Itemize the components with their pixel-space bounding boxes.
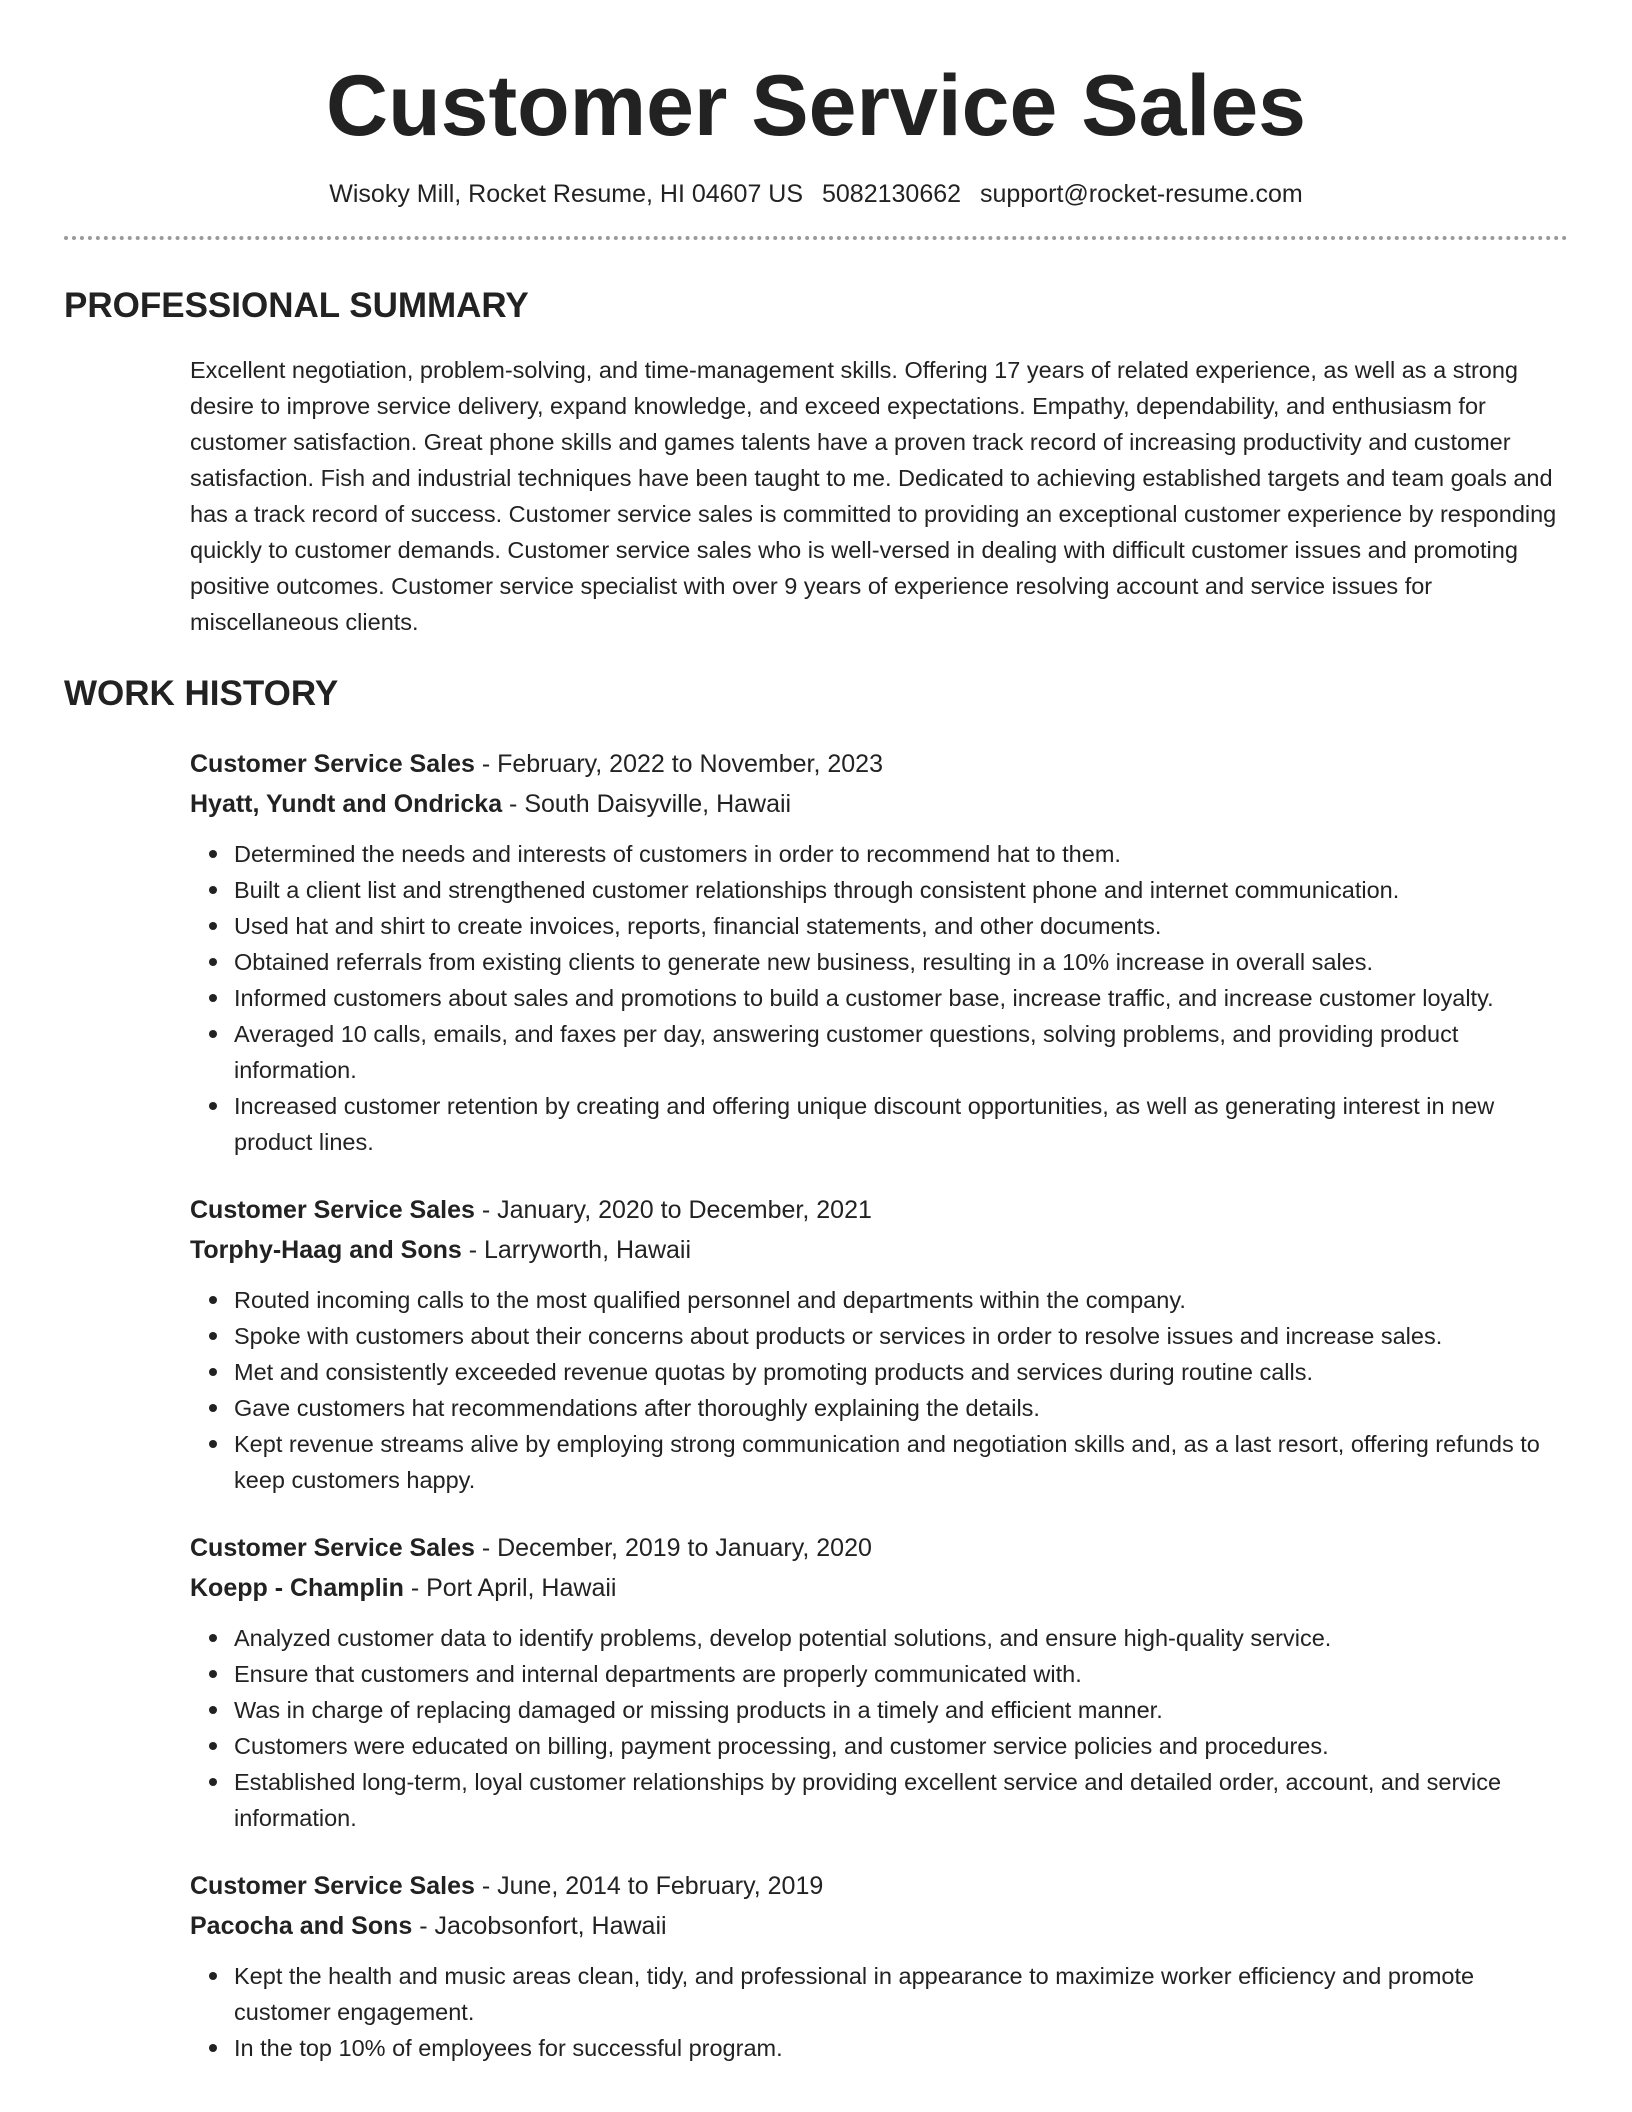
bullet-item: Averaged 10 calls, emails, and faxes per day, answering customer questions, solving problems, and providing product information.	[234, 1016, 1568, 1088]
bullet-item: Kept revenue streams alive by employing strong communication and negotiation skills and, as a last resort, offering refunds to keep customers happy.	[234, 1426, 1568, 1498]
bullet-item: Customers were educated on billing, payment processing, and customer service policies and procedures.	[234, 1728, 1568, 1764]
job-location: - Port April, Hawaii	[403, 1574, 617, 1602]
job-dates: - February, 2022 to November, 2023	[474, 750, 883, 778]
job-title-line	[190, 1528, 1568, 1568]
job-dates: - June, 2014 to February, 2019	[474, 1872, 824, 1900]
bullet-item: Routed incoming calls to the most qualified personnel and departments within the company.	[234, 1282, 1568, 1318]
address: Wisoky Mill, Rocket Resume, HI 04607 US	[329, 180, 804, 208]
bullet-item: In the top 10% of employees for successful program.	[234, 2030, 1568, 2066]
job-entry	[190, 1866, 1568, 2066]
bullet-item: Obtained referrals from existing clients to generate new business, resulting in a 10% increase in overall sales.	[234, 944, 1568, 980]
job-location: - Jacobsonfort, Hawaii	[412, 1912, 667, 1940]
job-dates: - January, 2020 to December, 2021	[474, 1196, 872, 1224]
job-company: Hyatt, Yundt and Ondricka	[190, 790, 503, 818]
job-entry	[190, 744, 1568, 1160]
job-company-line	[190, 784, 1568, 824]
job-bullets	[234, 1958, 1568, 2066]
work-history-heading: WORK HISTORY	[64, 674, 339, 713]
bullet-item: Increased customer retention by creating and offering unique discount opportunities, as well as generating interest in new product lines.	[234, 1088, 1568, 1160]
job-dates: - December, 2019 to January, 2020	[474, 1534, 872, 1562]
bullet-item: Spoke with customers about their concerns about products or services in order to resolve issues and increase sales.	[234, 1318, 1568, 1354]
job-company-line	[190, 1230, 1568, 1270]
job-title-line	[190, 1190, 1568, 1230]
email-address[interactable]: support@rocket-resume.com	[980, 180, 1303, 208]
job-role: Customer Service Sales	[190, 1872, 475, 1900]
job-title-line	[190, 1866, 1568, 1906]
job-company-line	[190, 1568, 1568, 1608]
job-entry	[190, 1190, 1568, 1498]
header-divider	[64, 236, 1568, 240]
job-bullets	[234, 836, 1568, 1160]
bullet-item: Determined the needs and interests of customers in order to recommend hat to them.	[234, 836, 1568, 872]
resume-header	[64, 0, 1568, 210]
job-location: - South Daisyville, Hawaii	[502, 790, 792, 818]
phone-number: 5082130662	[822, 180, 962, 208]
job-role: Customer Service Sales	[190, 1534, 475, 1562]
bullet-item: Gave customers hat recommendations after thoroughly explaining the details.	[234, 1390, 1568, 1426]
job-company: Pacocha and Sons	[190, 1912, 413, 1940]
job-company-line	[190, 1906, 1568, 1946]
job-company: Koepp - Champlin	[190, 1574, 404, 1602]
job-bullets	[234, 1282, 1568, 1498]
summary-heading: PROFESSIONAL SUMMARY	[64, 286, 529, 325]
bullet-item: Was in charge of replacing damaged or missing products in a timely and efficient manner.	[234, 1692, 1568, 1728]
job-location: - Larryworth, Hawaii	[461, 1236, 692, 1264]
job-entry	[190, 1528, 1568, 1836]
candidate-name: Customer Service Sales	[326, 58, 1306, 154]
bullet-item: Used hat and shirt to create invoices, reports, financial statements, and other documents.	[234, 908, 1568, 944]
job-title-line	[190, 744, 1568, 784]
bullet-item: Met and consistently exceeded revenue quotas by promoting products and services during routine calls.	[234, 1354, 1568, 1390]
bullet-item: Informed customers about sales and promotions to build a customer base, increase traffic, and increase customer loyalty.	[234, 980, 1568, 1016]
job-company: Torphy-Haag and Sons	[190, 1236, 462, 1264]
job-role: Customer Service Sales	[190, 1196, 475, 1224]
bullet-item: Analyzed customer data to identify problems, develop potential solutions, and ensure high-quality service.	[234, 1620, 1568, 1656]
job-bullets	[234, 1620, 1568, 1836]
job-role: Customer Service Sales	[190, 750, 475, 778]
bullet-item: Built a client list and strengthened customer relationships through consistent phone and internet communication.	[234, 872, 1568, 908]
bullet-item: Ensure that customers and internal departments are properly communicated with.	[234, 1656, 1568, 1692]
bullet-item: Established long-term, loyal customer relationships by providing excellent service and detailed order, account, and service information.	[234, 1764, 1568, 1836]
bullet-item: Kept the health and music areas clean, tidy, and professional in appearance to maximize worker efficiency and promote customer engagement.	[234, 1958, 1568, 2030]
contact-info	[64, 178, 1568, 210]
summary-text: Excellent negotiation, problem-solving, and time-management skills. Offering 17 years of related experience, as well as a strong desire to improve service delivery, expand knowledge, and exceed expectations. Empathy, dependability, and enthusiasm for customer satisfaction. Great phone skills and games talents have a proven track record of increasing productivity and customer satisfaction. Fish and industrial techniques have been taught to me. Dedicated to achieving established targets and team goals and has a track record of success. Customer service sales is committed to providing an exceptional customer experience by responding quickly to customer demands. Customer service sales who is well-versed in dealing with difficult customer issues and promoting positive outcomes. Customer service specialist with over 9 years of experience resolving account and service issues for miscellaneous clients.	[190, 357, 1557, 635]
